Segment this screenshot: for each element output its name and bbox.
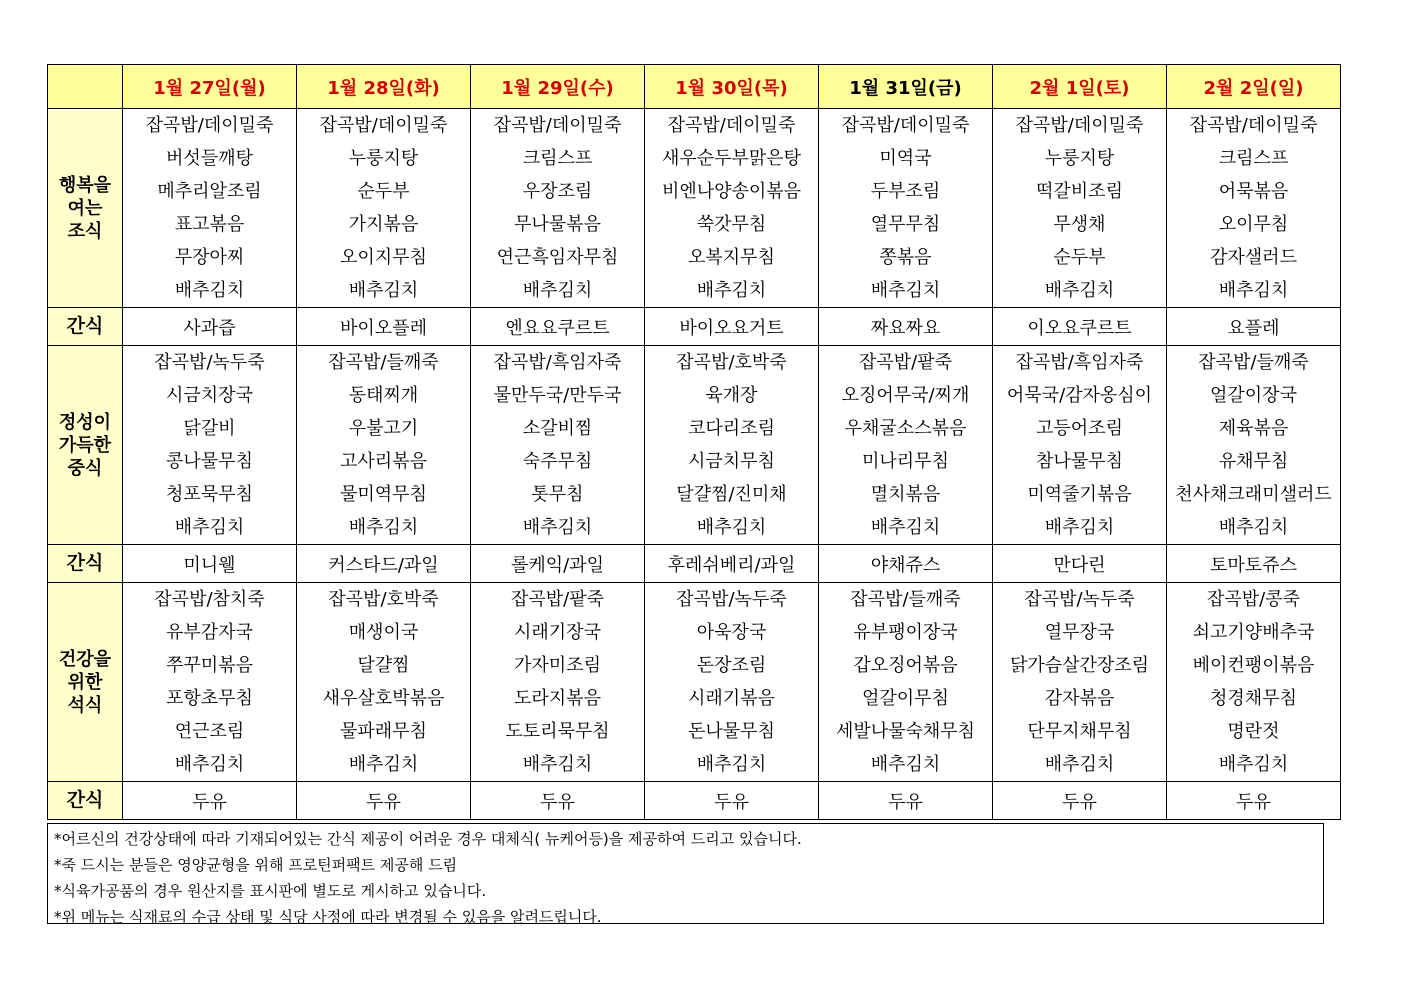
menu-item: 무나물볶음 [514,214,601,235]
menu-item: 잡곡밥/팥죽 [510,589,604,610]
snack-row [48,782,1341,820]
dinner-label: 건강을 위한 석식 [48,583,123,782]
lunch-cell [297,346,471,545]
menu-item: 미역국 [879,148,932,169]
menu-item: 잡곡밥/흑임자죽 [1015,352,1144,373]
menu-item: 베이컨팽이볶음 [1192,655,1315,676]
menu-item: 얼갈이무침 [862,688,949,709]
menu-item: 비엔나양송이볶음 [661,181,802,202]
menu-item: 배추김치 [870,280,941,301]
menu-item: 어묵볶음 [1218,181,1289,202]
snack-cell: 두유 [123,782,297,820]
menu-item: 배추김치 [522,280,593,301]
menu-item: 유부감자국 [166,622,253,643]
notes-box [47,823,1324,924]
menu-item: 잡곡밥/들깨죽 [1198,352,1309,373]
snack-cell: 두유 [471,782,645,820]
menu-item: 잡곡밥/녹두죽 [1024,589,1135,610]
breakfast-cell [645,109,819,308]
menu-item: 천사채크래미샐러드 [1175,484,1332,505]
menu-item: 배추김치 [696,280,767,301]
menu-item: 크림스프 [1218,148,1289,169]
menu-item: 연근조림 [174,721,245,742]
snack-cell: 두유 [993,782,1167,820]
menu-item: 시금치장국 [166,385,253,406]
snack-label: 간식 [48,545,123,583]
menu-item: 잡곡밥/데이밀죽 [667,115,796,136]
snack-cell: 미니웰 [123,545,297,583]
menu-item: 순두부 [1053,247,1106,268]
lunch-cell [123,346,297,545]
lunch-cell [819,346,993,545]
menu-item: 포항초무침 [166,688,253,709]
menu-item: 달걀찜 [357,655,410,676]
header-row [48,65,1341,109]
day-header: 1월 27일(월) [123,65,297,109]
menu-item: 청경채무침 [1210,688,1297,709]
menu-item: 배추김치 [348,754,419,775]
dinner-cell [471,583,645,782]
breakfast-cell [819,109,993,308]
snack-cell: 사과즙 [123,308,297,346]
menu-item: 감자볶음 [1044,688,1115,709]
dinner-cell [297,583,471,782]
snack-cell: 이오요쿠르트 [993,308,1167,346]
menu-item: 동태찌개 [348,385,419,406]
snack-row [48,308,1341,346]
menu-item: 배추김치 [1044,280,1115,301]
snack-cell: 엔요요쿠르트 [471,308,645,346]
menu-item: 버섯들깨탕 [166,148,253,169]
menu-item: 콩나물무침 [166,451,253,472]
menu-item: 배추김치 [870,517,941,538]
menu-item: 우채굴소스볶음 [844,418,967,439]
menu-item: 우장조림 [522,181,593,202]
menu-item: 배추김치 [174,517,245,538]
menu-item: 새우순두부맑은탕 [661,148,802,169]
dinner-cell [645,583,819,782]
lunch-cell [471,346,645,545]
menu-item: 참나물무침 [1036,451,1123,472]
dinner-cell [993,583,1167,782]
menu-item: 어묵국/감자옹심이 [1006,385,1153,406]
breakfast-cell [297,109,471,308]
snack-cell: 짜요짜요 [819,308,993,346]
menu-item: 세발나물숙채무침 [835,721,976,742]
menu-item: 오이지무침 [340,247,427,268]
menu-item: 돈나물무침 [688,721,775,742]
menu-item: 열무장국 [1044,622,1115,643]
note-line: *죽 드시는 분들은 영양균형을 위해 프로틴퍼팩트 제공해 드림 [54,856,458,874]
lunch-cell [1167,346,1341,545]
snack-cell: 요플레 [1167,308,1341,346]
menu-item: 배추김치 [348,280,419,301]
menu-item: 연근흑임자무침 [496,247,619,268]
snack-cell: 롤케익/과일 [471,545,645,583]
breakfast-label: 행복을 여는 조식 [48,109,123,308]
menu-item: 잡곡밥/데이밀죽 [1015,115,1144,136]
day-header: 1월 30일(목) [645,65,819,109]
menu-item: 누룽지탕 [348,148,419,169]
menu-item: 열무무침 [870,214,941,235]
menu-item: 배추김치 [870,754,941,775]
menu-item: 달걀찜/진미채 [676,484,787,505]
menu-item: 물만두국/만두국 [493,385,622,406]
menu-item: 멸치볶음 [870,484,941,505]
note-line: *식육가공품의 경우 원산지를 표시판에 별도로 게시하고 있습니다. [54,882,487,900]
breakfast-cell [993,109,1167,308]
menu-item: 메추리알조림 [157,181,262,202]
menu-item: 소갈비찜 [522,418,593,439]
menu-item: 갑오징어볶음 [853,655,958,676]
menu-item: 무장아찌 [174,247,245,268]
menu-item: 잡곡밥/녹두죽 [154,352,265,373]
lunch-cell [993,346,1167,545]
lunch-label: 정성이 가득한 중식 [48,346,123,545]
menu-item: 배추김치 [348,517,419,538]
menu-item: 명란젓 [1227,721,1280,742]
menu-item: 미나리무침 [862,451,949,472]
menu-item: 코다리조림 [688,418,775,439]
weekly-menu-table [47,64,1341,820]
breakfast-cell [1167,109,1341,308]
snack-cell: 후레쉬베리/과일 [645,545,819,583]
menu-item: 순두부 [357,181,410,202]
menu-item: 얼갈이장국 [1210,385,1297,406]
breakfast-row [48,109,1341,308]
menu-item: 물파래무침 [340,721,427,742]
dinner-cell [1167,583,1341,782]
dinner-cell [819,583,993,782]
menu-item: 잡곡밥/들깨죽 [328,352,439,373]
day-header: 2월 1일(토) [993,65,1167,109]
menu-item: 잡곡밥/팥죽 [858,352,952,373]
menu-item: 유채무침 [1218,451,1289,472]
menu-item: 돈장조림 [696,655,767,676]
menu-item: 누룽지탕 [1044,148,1115,169]
lunch-cell [645,346,819,545]
menu-item: 단무지채무침 [1027,721,1132,742]
snack-cell: 야채쥬스 [819,545,993,583]
snack-cell: 커스타드/과일 [297,545,471,583]
menu-item: 닭갈비 [183,418,236,439]
dinner-cell [123,583,297,782]
menu-item: 잡곡밥/호박죽 [328,589,439,610]
breakfast-cell [471,109,645,308]
menu-item: 물미역무침 [340,484,427,505]
menu-item: 시래기장국 [514,622,601,643]
menu-item: 무생채 [1053,214,1106,235]
menu-item: 배추김치 [1044,517,1115,538]
snack-cell: 만다린 [993,545,1167,583]
menu-item: 감자샐러드 [1210,247,1297,268]
menu-item: 쭈꾸미볶음 [166,655,253,676]
menu-item: 잡곡밥/콩죽 [1206,589,1300,610]
menu-item: 고사리볶음 [340,451,427,472]
menu-item: 잡곡밥/데이밀죽 [1189,115,1318,136]
menu-item: 잡곡밥/데이밀죽 [493,115,622,136]
day-header: 1월 31일(금) [819,65,993,109]
menu-item: 톳무침 [531,484,584,505]
menu-item: 매생이국 [348,622,419,643]
snack-cell: 두유 [297,782,471,820]
menu-item: 도토리묵무침 [505,721,610,742]
menu-item: 배추김치 [522,754,593,775]
menu-item: 청포묵무침 [166,484,253,505]
menu-item: 유부팽이장국 [853,622,958,643]
menu-item: 우불고기 [348,418,419,439]
menu-item: 배추김치 [696,517,767,538]
menu-item: 잡곡밥/흑임자죽 [493,352,622,373]
menu-item: 배추김치 [1218,754,1289,775]
menu-item: 잡곡밥/데이밀죽 [841,115,970,136]
menu-item: 숙주무침 [522,451,593,472]
snack-cell: 두유 [819,782,993,820]
day-header: 2월 2일(일) [1167,65,1341,109]
menu-item: 오징어무국/찌개 [841,385,970,406]
menu-item: 배추김치 [1218,280,1289,301]
menu-item: 떡갈비조림 [1036,181,1123,202]
header-corner [48,65,123,109]
menu-item: 잡곡밥/녹두죽 [676,589,787,610]
dinner-row [48,583,1341,782]
snack-cell: 토마토쥬스 [1167,545,1341,583]
menu-item: 쫑볶음 [879,247,932,268]
snack-row [48,545,1341,583]
menu-item: 고등어조림 [1036,418,1123,439]
note-line: *어르신의 건강상태에 따라 기재되어있는 간식 제공이 어려운 경우 대체식( 뉴케어등)을 제공하여 드리고 있습니다. [54,830,802,848]
menu-item: 크림스프 [522,148,593,169]
menu-item: 배추김치 [174,280,245,301]
snack-cell: 바이오요거트 [645,308,819,346]
menu-item: 미역줄기볶음 [1027,484,1132,505]
menu-item: 가자미조림 [514,655,601,676]
snack-cell: 바이오플레 [297,308,471,346]
menu-item: 오이무침 [1218,214,1289,235]
menu-item: 시래기볶음 [688,688,775,709]
snack-cell: 두유 [645,782,819,820]
menu-item: 가지볶음 [348,214,419,235]
menu-item: 닭가슴살간장조림 [1009,655,1150,676]
menu-item: 새우살호박볶음 [322,688,445,709]
menu-item: 배추김치 [1044,754,1115,775]
menu-item: 두부조림 [870,181,941,202]
menu-item: 배추김치 [522,517,593,538]
menu-item: 쇠고기양배추국 [1192,622,1315,643]
day-header: 1월 29일(수) [471,65,645,109]
menu-item: 잡곡밥/들깨죽 [850,589,961,610]
breakfast-cell [123,109,297,308]
menu-item: 제육볶음 [1218,418,1289,439]
menu-item: 잡곡밥/데이밀죽 [319,115,448,136]
menu-item: 아욱장국 [696,622,767,643]
menu-item: 쑥갓무침 [696,214,767,235]
snack-cell: 두유 [1167,782,1341,820]
menu-item: 잡곡밥/데이밀죽 [145,115,274,136]
menu-item: 오복지무침 [688,247,775,268]
menu-item: 도라지볶음 [514,688,601,709]
menu-item: 잡곡밥/참치죽 [154,589,265,610]
menu-item: 배추김치 [696,754,767,775]
menu-item: 잡곡밥/호박죽 [676,352,787,373]
menu-item: 표고볶음 [174,214,245,235]
snack-label: 간식 [48,782,123,820]
menu-item: 배추김치 [1218,517,1289,538]
note-line: *위 메뉴는 식재료의 수급 상태 및 식당 사정에 따라 변경될 수 있음을 알려드립니다. [54,908,602,926]
day-header: 1월 28일(화) [297,65,471,109]
lunch-row [48,346,1341,545]
menu-item: 육개장 [705,385,758,406]
snack-label: 간식 [48,308,123,346]
menu-item: 시금치무침 [688,451,775,472]
menu-item: 배추김치 [174,754,245,775]
